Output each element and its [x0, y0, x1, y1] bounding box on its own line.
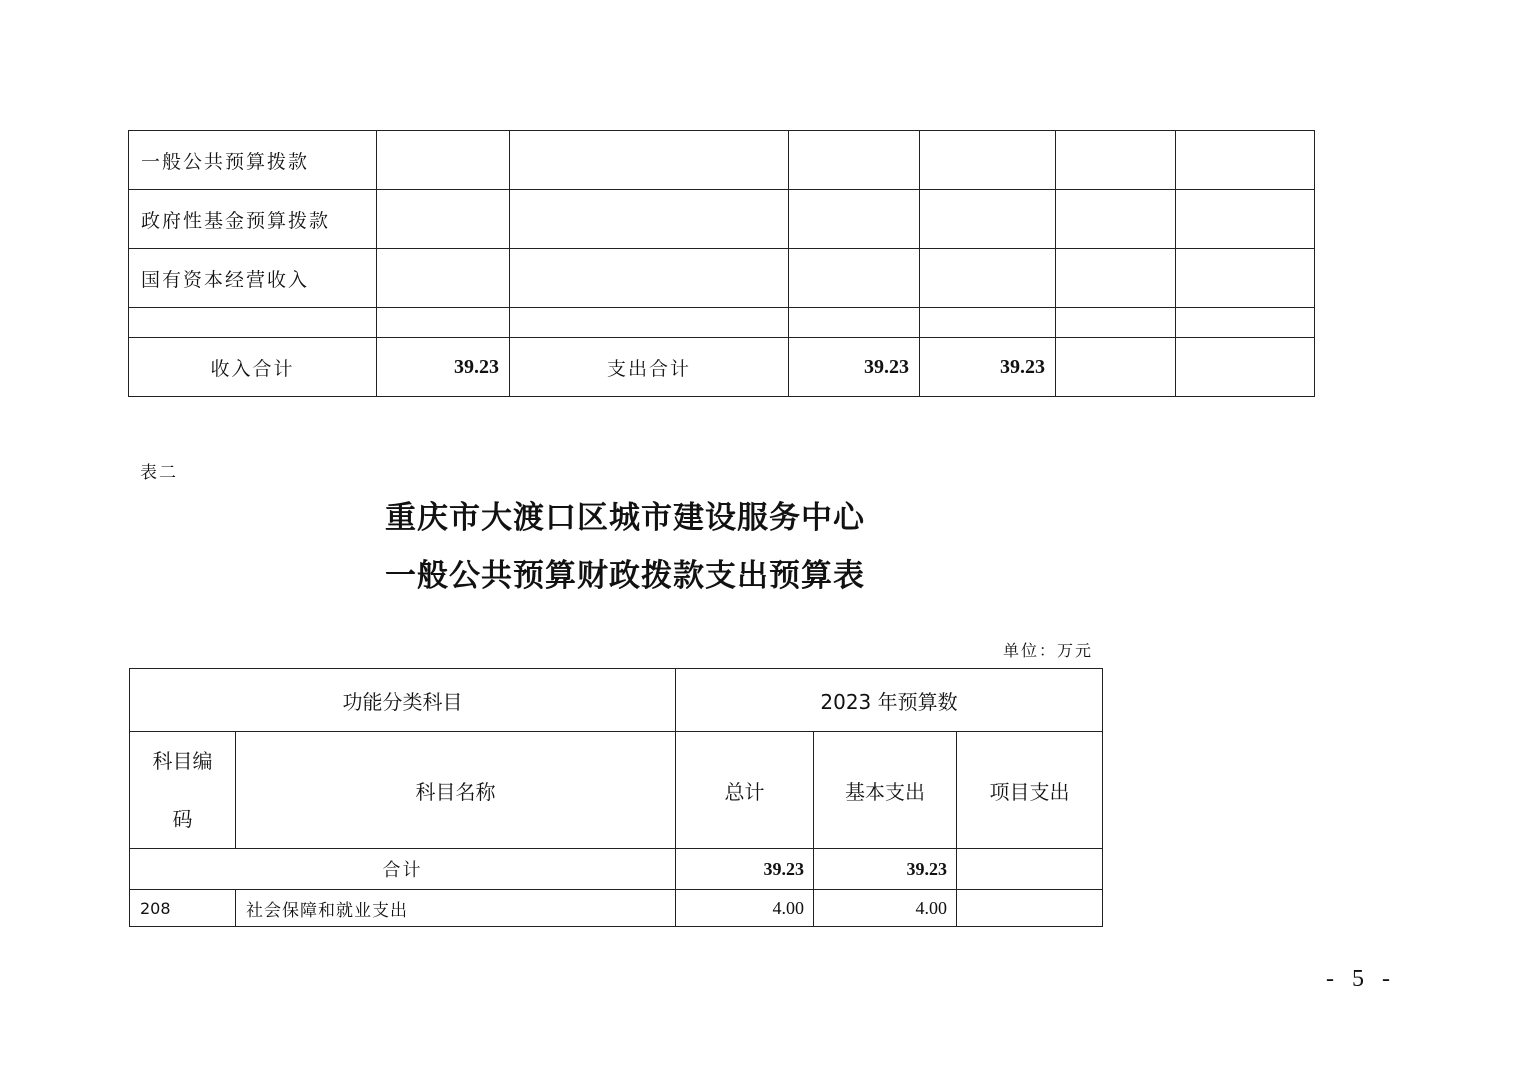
income-expense-table [128, 130, 1315, 397]
row-code: 208 [130, 890, 236, 927]
expense-total-label: 支出合计 [510, 338, 789, 397]
table-row [129, 131, 1315, 190]
sum-label: 合计 [130, 849, 676, 890]
row-label: 政府性基金预算拨款 [129, 190, 377, 249]
functional-category-header: 功能分类科目 [130, 669, 676, 732]
sum-project [957, 849, 1103, 890]
page-title: 重庆市大渡口区城市建设服务中心 [385, 500, 865, 536]
header-row [130, 669, 1103, 732]
expense-total-value: 39.23 [789, 338, 920, 397]
header-row [130, 732, 1103, 849]
basic-header: 基本支出 [814, 732, 957, 849]
row-name: 社会保障和就业支出 [236, 890, 676, 927]
total-header: 总计 [676, 732, 814, 849]
income-total-label: 收入合计 [129, 338, 377, 397]
total-row [129, 338, 1315, 397]
row-total: 4.00 [676, 890, 814, 927]
sum-total: 39.23 [676, 849, 814, 890]
sum-basic: 39.23 [814, 849, 957, 890]
row-project [957, 890, 1103, 927]
row-label: 国有资本经营收入 [129, 249, 377, 308]
table-row [129, 249, 1315, 308]
sum-row [130, 849, 1103, 890]
row-basic: 4.00 [814, 890, 957, 927]
page-number: - 5 - [1326, 966, 1396, 992]
table-row [130, 890, 1103, 927]
table-row [129, 190, 1315, 249]
project-header: 项目支出 [957, 732, 1103, 849]
page-subtitle: 一般公共预算财政拨款支出预算表 [385, 558, 865, 594]
table-row [129, 308, 1315, 338]
code-header: 科目编 码 [130, 732, 236, 849]
budget-year-header: 2023 年预算数 [676, 669, 1103, 732]
expense-basic-value: 39.23 [920, 338, 1056, 397]
unit-label: 单位：万元 [1003, 641, 1094, 660]
row-label: 一般公共预算拨款 [129, 131, 377, 190]
name-header: 科目名称 [236, 732, 676, 849]
table-caption: 表二 [140, 463, 178, 483]
expenditure-budget-table [129, 668, 1103, 927]
income-total-value: 39.23 [377, 338, 510, 397]
